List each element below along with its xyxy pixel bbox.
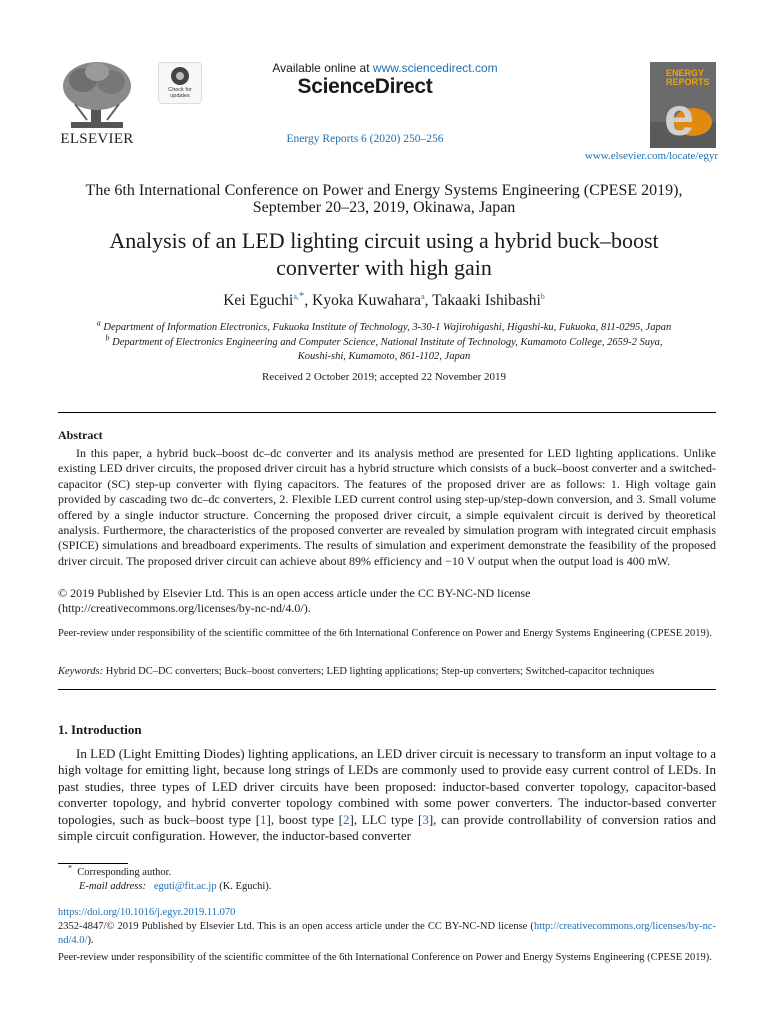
affiliation-a-mark: a	[96, 318, 101, 328]
cover-title: ENERGY REPORTS	[666, 68, 710, 87]
peer-review-footer: Peer-review under responsibility of the scientific committee of the 6th International Conference on Power and Energy Systems Engineering (CPESE 2019).	[58, 952, 712, 963]
intro-text: ], LLC type [	[349, 811, 423, 827]
reference-link[interactable]: 3	[422, 811, 429, 827]
issn-end: ).	[87, 934, 94, 946]
corresponding-author-mark[interactable]: *	[298, 289, 305, 302]
journal-citation[interactable]: Energy Reports 6 (2020) 250–256	[286, 133, 444, 145]
footnote-mark: *	[68, 863, 72, 873]
corresponding-author-note	[68, 863, 172, 878]
received-dates: Received 2 October 2019; accepted 22 November 2019	[261, 371, 507, 383]
email-owner: (K. Eguchi).	[219, 881, 272, 892]
abstract-text: In this paper, a hybrid buck–boost dc–dc converter and its analysis method are presented for LED lighting applications. Unlike existing LED driver circuits, the proposed driver circuit has a hybrid structure which consists of a buck–boost converter and a switched-capacitor (SC) step-up converter with flying capacitors. The features of the proposed driver are as follows: 1. High voltage gain provided by cascading two dc–dc converters, 2. Flexible LED current control using step-up/step-down conversion, and 3. Small volume offered by a single inductor structure. Concerning the proposed driver circuit, a simple equivalent circuit is derived by theoretical analysis. Furthermore, the characteristics of the proposed converter are revealed by simulation program with integrated circuit emphasis (SPICE) simulations and breadboard experiments. The results of simulation and experiment demonstrate the feasibility of the proposed driver circuit. The proposed driver circuit can achieve about 89% efficiency and −10 V output when the output load is 400 mW.	[58, 446, 716, 568]
author-name: Kei Eguchi	[223, 292, 294, 309]
author-affiliation-mark[interactable]: b	[540, 291, 545, 301]
license-text: © 2019 Published by Elsevier Ltd. This is an open access article under the CC BY-NC-ND license	[58, 586, 531, 600]
email-label: E-mail address:	[79, 881, 146, 892]
publisher-name: ELSEVIER	[60, 131, 134, 147]
check-updates-label: Check for updates	[168, 87, 192, 99]
author-separator: ,	[304, 292, 313, 309]
copyright-statement	[58, 920, 716, 947]
sciencedirect-brand: ScienceDirect	[297, 75, 433, 98]
intro-text: In LED (Light Emitting Diodes) lighting applications, an LED driver circuit is necessary to transform an input voltage to a high voltage for emitting light, because long strings of LEDs are commonly used to provide easy current control of LEDs. In past studies, three types of LED driver circuits have been proposed: inductor-based converter topology, capacitor-based converter topology, and hybrid converter topology combined with some power converters. The inductor-based converter topologies, such as buck–boost type [	[58, 746, 716, 827]
availability-line	[230, 61, 540, 75]
conference-line-2: September 20–23, 2019, Okinawa, Japan	[252, 199, 516, 216]
sciencedirect-link[interactable]: www.sciencedirect.com	[372, 61, 498, 75]
check-for-updates-badge[interactable]	[158, 62, 202, 104]
license-url[interactable]: (http://creativecommons.org/licenses/by-nc-nd/4.0/).	[58, 601, 311, 616]
affiliation-a-text: Department of Information Electronics, Fukuoka Institute of Technology, 3-30-1 Wajirohigashi, Higashi-ku, Fukuoka, 811-0295, Japan	[103, 322, 672, 333]
doi-link[interactable]: https://doi.org/10.1016/j.egyr.2019.11.070	[58, 907, 236, 918]
affiliation-b-line-1: Department of Electronics Engineering and Computer Science, National Institute of Technology, Kumamoto College, 2659-2 Suya,	[112, 337, 663, 348]
title-line-2: converter with high gain	[276, 255, 492, 280]
conference-info	[40, 182, 728, 216]
tree-icon	[57, 60, 137, 132]
author-affiliation-mark[interactable]: a,	[293, 291, 299, 301]
author-name: Takaaki Ishibashi	[432, 292, 541, 309]
peer-review-statement: Peer-review under responsibility of the scientific committee of the 6th International Conference on Power and Energy Systems Engineering (CPESE 2019).	[58, 628, 712, 639]
license-statement	[58, 586, 716, 617]
divider	[58, 412, 716, 413]
affiliation-b-line-2: Koushi-shi, Kumamoto, 861-1102, Japan	[297, 351, 471, 362]
author-affiliation-mark[interactable]: a	[421, 291, 425, 301]
author-name: Kyoka Kuwahara	[312, 292, 422, 309]
crossmark-icon	[171, 67, 189, 85]
affiliation-a	[40, 318, 728, 333]
author-separator: ,	[424, 292, 433, 309]
keywords-text: Hybrid DC–DC converters; Buck–boost converters; LED lighting applications; Step-up converters; Switched-capacitor techniques	[105, 666, 655, 677]
abstract-heading: Abstract	[58, 428, 103, 442]
affiliation-b	[40, 333, 728, 364]
cover-e-icon: e	[664, 87, 695, 147]
available-prefix: Available online at	[272, 61, 373, 75]
keywords	[58, 666, 716, 677]
author-list	[40, 289, 728, 310]
corresponding-text: Corresponding author.	[77, 867, 172, 878]
conference-line-1: The 6th International Conference on Power and Energy Systems Engineering (CPESE 2019),	[85, 182, 683, 199]
section-heading: 1. Introduction	[58, 722, 142, 737]
divider	[58, 689, 716, 690]
intro-text: ], can provide controllability of conversion ratios and simple circuit configuration. However, the inductor-based converter	[58, 811, 716, 844]
affiliation-b-mark: b	[105, 333, 110, 343]
intro-text: ], boost type [	[266, 811, 343, 827]
license-link[interactable]: http://creativecommons.org/licenses/by-nc-nd/4.0/	[58, 921, 716, 946]
paper-title	[40, 227, 728, 281]
issn-text: 2352-4847/© 2019 Published by Elsevier Ltd. This is an open access article under the CC BY-NC-ND license (	[58, 921, 534, 932]
journal-cover-image[interactable]	[650, 62, 716, 148]
keywords-label: Keywords:	[58, 666, 104, 677]
journal-homepage-link[interactable]: www.elsevier.com/locate/egyr	[584, 150, 718, 162]
reference-link[interactable]: 2	[343, 811, 350, 827]
email-link[interactable]: eguti@fit.ac.jp	[153, 881, 217, 892]
email-note	[79, 881, 271, 892]
introduction-paragraph	[58, 746, 716, 844]
reference-link[interactable]: 1	[260, 811, 267, 827]
title-line-1: Analysis of an LED lighting circuit using a hybrid buck–boost	[109, 228, 659, 253]
